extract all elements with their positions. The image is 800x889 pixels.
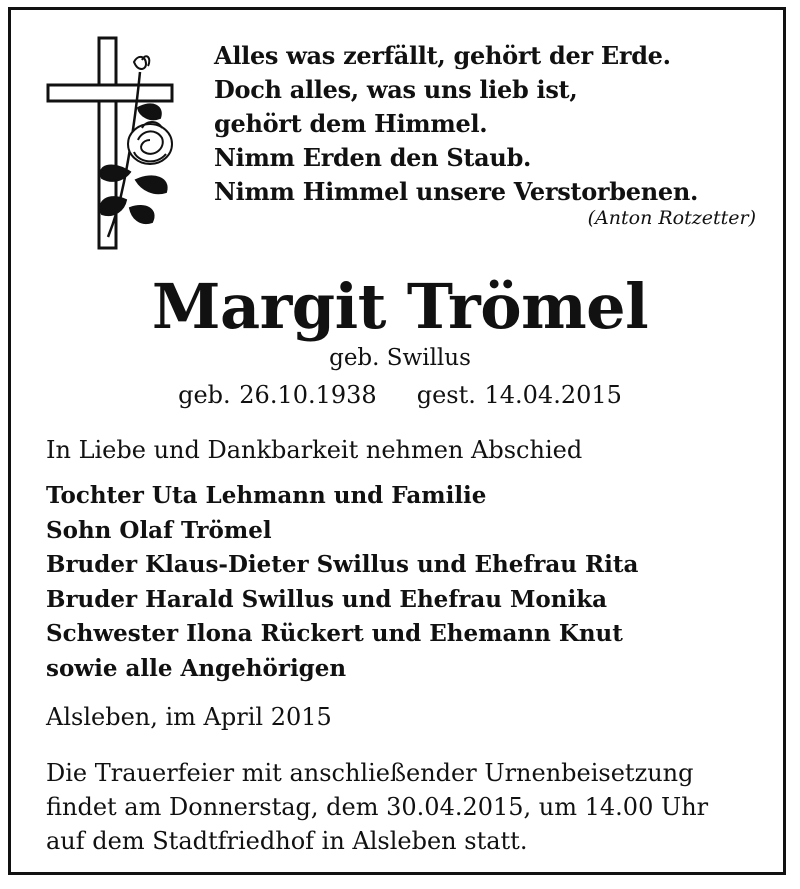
mourner: Tochter Uta Lehmann und Familie — [46, 482, 487, 509]
mourner: Schwester Ilona Rückert und Ehemann Knut — [46, 620, 623, 647]
poem-line: gehört dem Himmel. — [214, 109, 488, 138]
ceremony-info — [46, 756, 708, 858]
cross-with-rose-icon — [42, 32, 182, 254]
ceremony-line: findet am Donnerstag, dem 30.04.2015, um 14.00 Uhr — [46, 793, 709, 821]
ceremony-line: auf dem Stadtfriedhof in Alsleben statt. — [46, 827, 528, 855]
poem-line: Nimm Himmel unsere Verstorbenen. — [214, 177, 699, 206]
mourner: sowie alle Angehörigen — [46, 654, 347, 682]
deceased-name: Margit Trömel — [151, 270, 649, 343]
maiden-name: geb. Swillus — [329, 345, 471, 371]
mourner: Bruder Harald Swillus und Ehefrau Monika — [46, 585, 608, 613]
poem-line: Alles was zerfällt, gehört der Erde. — [214, 41, 671, 70]
mourner: Bruder Klaus-Dieter Swillus und Ehefrau Rita — [46, 551, 639, 578]
poem-line: Nimm Erden den Staub. — [214, 143, 532, 172]
life-dates — [0, 381, 800, 409]
birth-date: geb. 26.10.1938 — [178, 381, 377, 409]
mourners-list — [46, 479, 638, 686]
poem-line: Doch alles, was uns lieb ist, — [214, 75, 578, 104]
poem — [214, 39, 698, 209]
mourner: Sohn Olaf Trömel — [46, 516, 272, 544]
farewell-intro: In Liebe und Dankbarkeit nehmen Abschied — [46, 436, 583, 464]
poem-author: (Anton Rotzetter) — [587, 207, 756, 229]
death-date: gest. 14.04.2015 — [416, 381, 622, 409]
ceremony-line: Die Trauerfeier mit anschließender Urnenbeisetzung — [46, 759, 694, 787]
place-date: Alsleben, im April 2015 — [46, 703, 332, 731]
